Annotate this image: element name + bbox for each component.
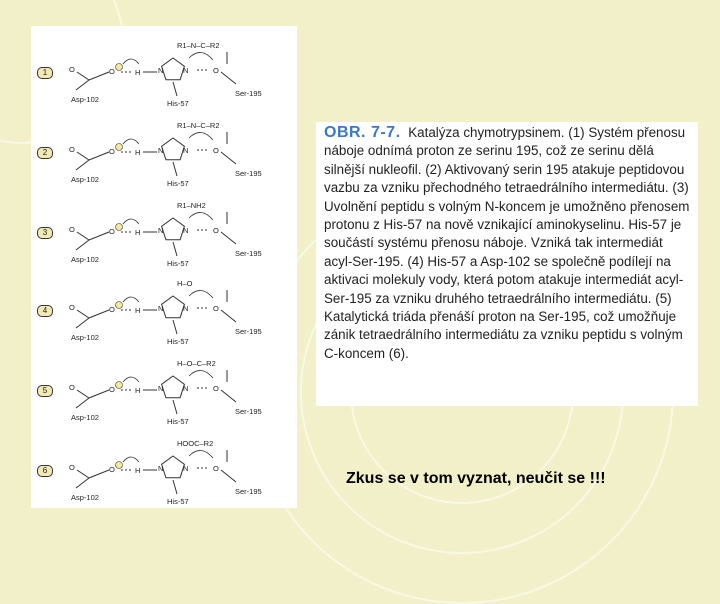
hydrogen-label: H [135, 148, 141, 157]
electron-arrow [189, 212, 213, 220]
electron-arrow [123, 377, 139, 382]
slide-footer-text: Zkus se v tom vyznat, neučit se !!! [346, 470, 606, 487]
imidazole-ring [162, 218, 185, 240]
electron-arrow [123, 297, 139, 302]
asp-bond [89, 310, 109, 318]
asp-bond [76, 318, 89, 328]
his-label: His-57 [167, 497, 189, 506]
negative-charge-icon [116, 462, 123, 469]
ser-oxygen-label: O [213, 146, 219, 155]
nitrogen-label: N [183, 66, 189, 75]
his-label: His-57 [167, 179, 189, 188]
hydrogen-label: H [135, 228, 141, 237]
imidazole-ring [162, 138, 185, 160]
step-number-badge: 2 [37, 147, 53, 159]
nitrogen-label: N [183, 146, 189, 155]
asp-bond [89, 390, 109, 398]
electron-arrow [123, 457, 139, 462]
asp-bond [77, 72, 89, 80]
ser-label: Ser-195 [235, 487, 262, 496]
ser-oxygen-label: O [213, 304, 219, 313]
reaction-scheme-figure [31, 26, 297, 508]
substrate-label: R1–NH2 [177, 201, 206, 210]
hydrogen-label: H [135, 466, 141, 475]
hydrogen-label: H [135, 68, 141, 77]
step-number-badge: 3 [37, 227, 53, 239]
ser-label: Ser-195 [235, 327, 262, 336]
asp-bond [76, 80, 89, 90]
asp-oxygen-label: O [109, 465, 115, 474]
his-label: His-57 [167, 417, 189, 426]
hydrogen-label: H [135, 306, 141, 315]
ser-label: Ser-195 [235, 407, 262, 416]
his-bond [173, 320, 177, 334]
asp-bond [76, 478, 89, 488]
asp-label: Asp-102 [71, 413, 99, 422]
ser-bond [221, 470, 236, 482]
his-bond [173, 400, 177, 414]
ser-oxygen-label: O [213, 226, 219, 235]
nitrogen-label: N [183, 304, 189, 313]
ser-bond [221, 232, 236, 244]
nitrogen-label: N [183, 464, 189, 473]
asp-label: Asp-102 [71, 95, 99, 104]
asp-label: Asp-102 [71, 175, 99, 184]
asp-bond [76, 398, 89, 408]
electron-arrow [189, 52, 213, 60]
figure-label: OBR. 7-7. [324, 124, 401, 141]
asp-oxygen-label: O [69, 145, 75, 154]
step-number-badge: 6 [37, 465, 53, 477]
figure-caption-box [316, 122, 698, 406]
asp-label: Asp-102 [71, 255, 99, 264]
asp-bond [77, 310, 89, 318]
electron-arrow [123, 139, 139, 144]
figure-caption [324, 124, 692, 363]
electron-arrow [189, 450, 213, 458]
nitrogen-label: N [158, 146, 164, 155]
substrate-label: H–O–C–R2 [177, 359, 216, 368]
nitrogen-label: N [183, 226, 189, 235]
asp-bond [77, 232, 89, 240]
negative-charge-icon [116, 302, 123, 309]
imidazole-ring [162, 58, 185, 80]
substrate-label: R1–N–C–R2 [177, 121, 220, 130]
his-bond [173, 242, 177, 256]
asp-bond [89, 152, 109, 160]
electron-arrow [189, 370, 213, 378]
nitrogen-label: N [158, 464, 164, 473]
substrate-label: H–O [177, 279, 193, 288]
electron-arrow [189, 132, 213, 140]
ser-label: Ser-195 [235, 89, 262, 98]
asp-oxygen-label: O [69, 303, 75, 312]
negative-charge-icon [116, 382, 123, 389]
step-number-badge: 4 [37, 305, 53, 317]
asp-bond [89, 470, 109, 478]
asp-label: Asp-102 [71, 333, 99, 342]
his-bond [173, 162, 177, 176]
negative-charge-icon [116, 144, 123, 151]
asp-oxygen-label: O [69, 225, 75, 234]
negative-charge-icon [116, 64, 123, 71]
ser-label: Ser-195 [235, 169, 262, 178]
substrate-label: R1–N–C–R2 [177, 41, 220, 50]
asp-oxygen-label: O [109, 305, 115, 314]
asp-oxygen-label: O [69, 383, 75, 392]
electron-arrow [123, 59, 139, 64]
his-bond [173, 82, 177, 96]
nitrogen-label: N [183, 384, 189, 393]
his-label: His-57 [167, 337, 189, 346]
reaction-scheme-drawing [31, 26, 297, 508]
ser-oxygen-label: O [213, 66, 219, 75]
imidazole-ring [162, 376, 185, 398]
negative-charge-icon [116, 224, 123, 231]
asp-oxygen-label: O [109, 227, 115, 236]
substrate-label: HOOC–R2 [177, 439, 214, 448]
asp-oxygen-label: O [109, 385, 115, 394]
ser-oxygen-label: O [213, 384, 219, 393]
asp-bond [77, 470, 89, 478]
asp-oxygen-label: O [69, 65, 75, 74]
asp-oxygen-label: O [69, 463, 75, 472]
nitrogen-label: N [158, 226, 164, 235]
asp-oxygen-label: O [109, 147, 115, 156]
ser-bond [221, 390, 236, 402]
nitrogen-label: N [158, 66, 164, 75]
ser-oxygen-label: O [213, 464, 219, 473]
ser-bond [221, 152, 236, 164]
step-number-badge: 5 [37, 385, 53, 397]
asp-label: Asp-102 [71, 493, 99, 502]
electron-arrow [189, 290, 213, 298]
imidazole-ring [162, 456, 185, 478]
asp-bond [76, 240, 89, 250]
his-label: His-57 [167, 259, 189, 268]
electron-arrow [123, 219, 139, 224]
asp-bond [89, 72, 109, 80]
ser-bond [221, 310, 236, 322]
ser-label: Ser-195 [235, 249, 262, 258]
imidazole-ring [162, 296, 185, 318]
asp-bond [77, 152, 89, 160]
figure-caption-body: Katalýza chymotrypsinem. (1) Systém přenosu náboje odnímá proton ze serinu 195, což ze serinu dělá silnější nukleofil. (2) Aktivovaný serin 195 atakuje peptidovou vazbu za vzniku přechodného tetraedrálního intermediátu. (3) Uvolnění peptidu s volným N-koncem je umožněno přenosem protonu z His-57 na nově vznikající aminokyselinu. His-57 je součástí systému přenosu náboje. Vzniká tak intermediát acyl-Ser-195. (4) His-57 a Asp-102 se společně podílejí na aktivaci molekuly vody, která potom atakuje intermediát acyl-Ser-195 za vzniku druhého tetraedrálního intermediátu. (5) Katalytická triáda přenáší proton na Ser-195, což umožňuje zánik tetraedrálního intermediátu za vzniku peptidu s volným C-koncem (6). [324, 125, 690, 361]
step-number-badge: 1 [37, 67, 53, 79]
asp-bond [76, 160, 89, 170]
his-label: His-57 [167, 99, 189, 108]
asp-bond [77, 390, 89, 398]
asp-bond [89, 232, 109, 240]
ser-bond [221, 72, 236, 84]
hydrogen-label: H [135, 386, 141, 395]
nitrogen-label: N [158, 384, 164, 393]
his-bond [173, 480, 177, 494]
nitrogen-label: N [158, 304, 164, 313]
asp-oxygen-label: O [109, 67, 115, 76]
